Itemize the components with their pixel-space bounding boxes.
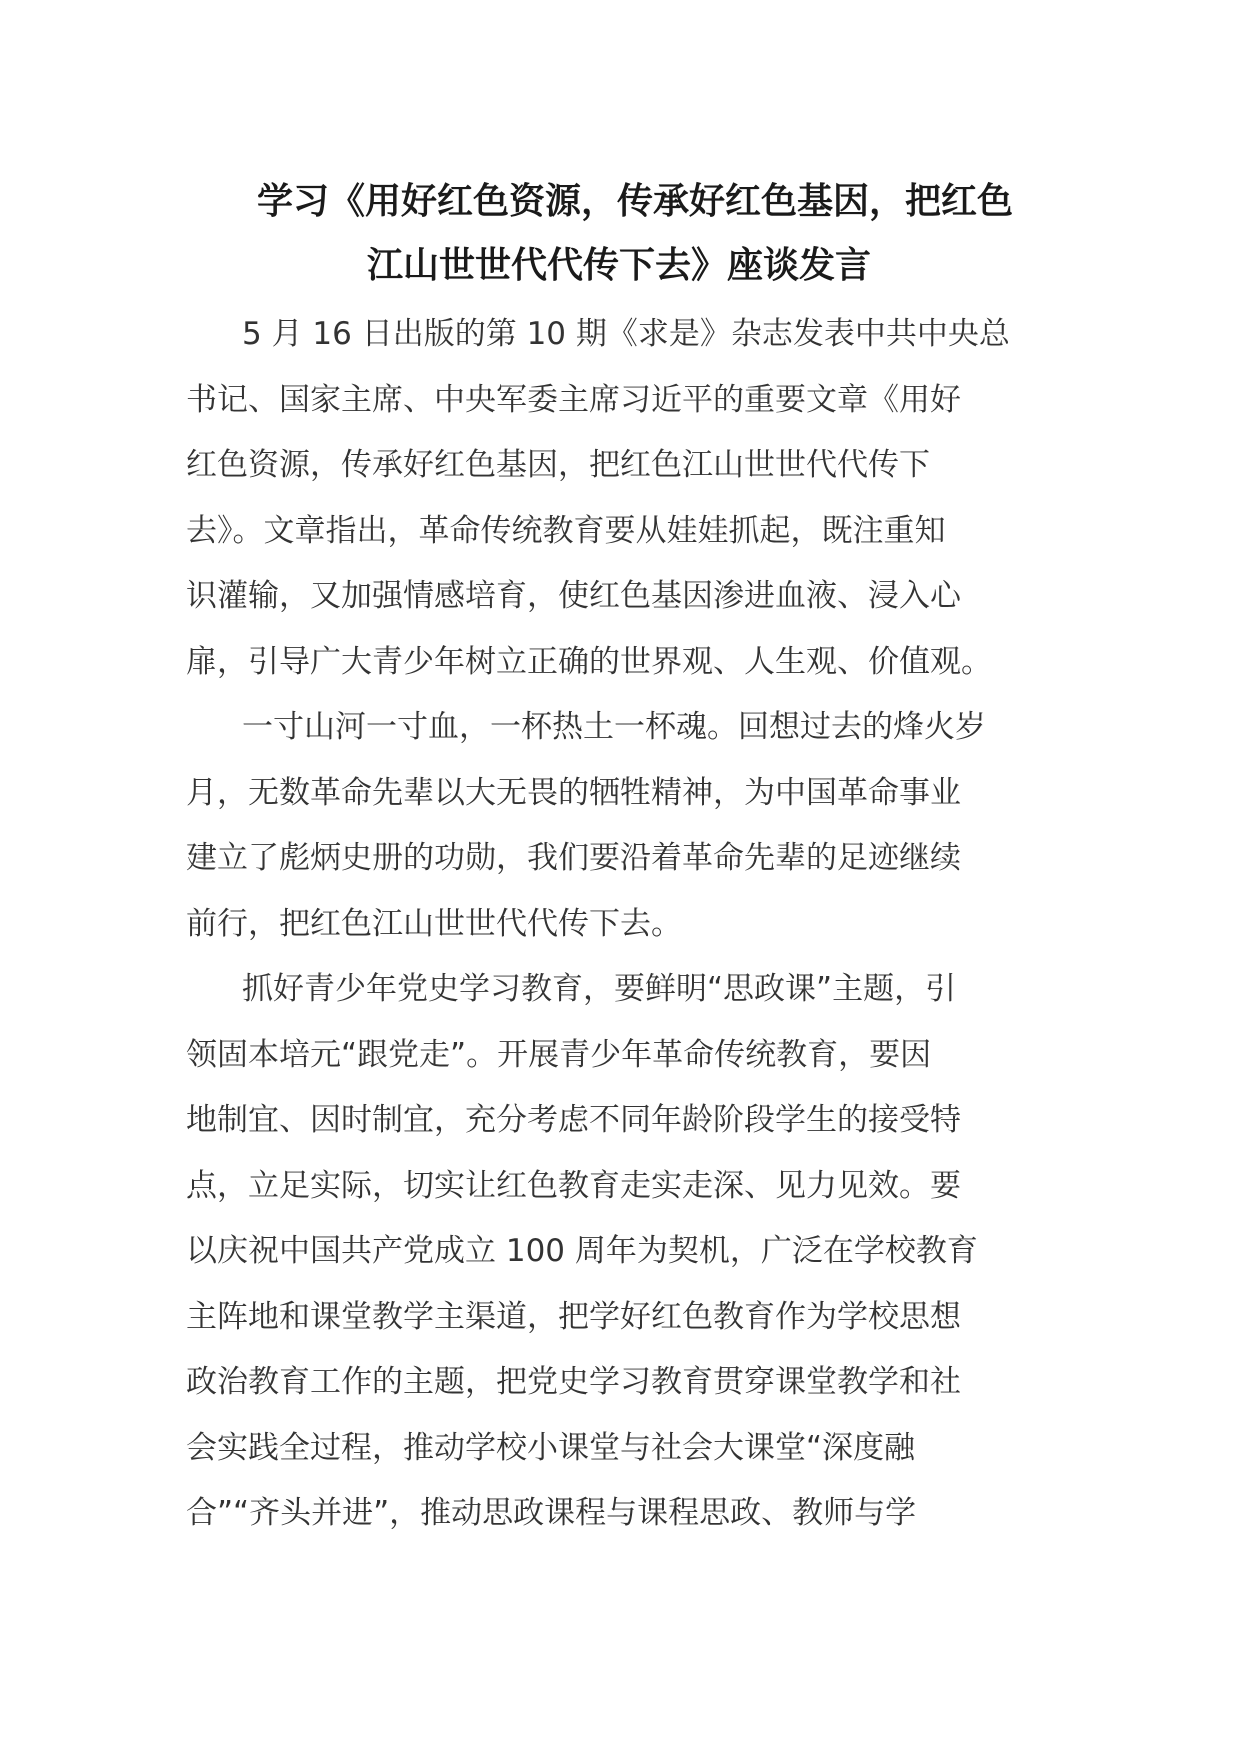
paragraph-line: 会实践全过程，推动学校小课堂与社会大课堂“深度融	[186, 1429, 916, 1466]
paragraph-line: 以庆祝中国共产党成立 100 周年为契机，广泛在学校教育	[186, 1233, 978, 1269]
paragraph-line: 政治教育工作的主题，把党史学习教育贯穿课堂教学和社	[186, 1364, 961, 1400]
document-body	[186, 302, 1052, 1547]
paragraph-line: 5 月 16 日出版的第 10 期《求是》杂志发表中共中央总	[242, 316, 1010, 352]
title-line-2: 江山世世代代传下去》座谈发言	[366, 245, 871, 286]
paragraph-line: 领固本培元“跟党走”。开展青少年革命传统教育，要因	[186, 1036, 932, 1073]
paragraph-1	[186, 302, 1052, 695]
paragraph-line: 建立了彪炳史册的功勋，我们要沿着革命先辈的足迹继续	[186, 840, 961, 876]
paragraph-line: 合”“齐头并进”，推动思政课程与课程思政、教师与学	[186, 1495, 917, 1531]
title-line-1: 学习《用好红色资源，传承好红色基因，把红色	[256, 181, 1013, 222]
paragraph-line: 抓好青少年党史学习教育，要鲜明“思政课”主题，引	[242, 971, 957, 1007]
paragraph-line: 红色资源，传承好红色基因，把红色江山世世代代传下	[186, 447, 930, 483]
paragraph-line: 点，立足实际，切实让红色教育走实走深、见力见效。要	[186, 1167, 961, 1204]
paragraph-line: 扉，引导广大青少年树立正确的世界观、人生观、价值观。	[186, 643, 992, 680]
paragraph-line: 去》。文章指出，革命传统教育要从娃娃抓起，既注重知	[186, 512, 946, 549]
document-title	[186, 170, 1052, 298]
paragraph-line: 主阵地和课堂教学主渠道，把学好红色教育作为学校思想	[186, 1298, 961, 1335]
paragraph-line: 书记、国家主席、中央军委主席习近平的重要文章《用好	[186, 381, 961, 418]
paragraph-3	[186, 957, 1052, 1547]
paragraph-line: 前行，把红色江山世世代代传下去。	[186, 905, 682, 942]
paragraph-line: 月，无数革命先辈以大无畏的牺牲精神，为中国革命事业	[186, 774, 961, 811]
paragraph-2	[186, 695, 1052, 957]
paragraph-line: 一寸山河一寸血，一杯热土一杯魂。回想过去的烽火岁	[242, 709, 986, 745]
paragraph-line: 识灌输，又加强情感培育，使红色基因渗进血液、浸入心	[186, 578, 961, 614]
paragraph-line: 地制宜、因时制宜，充分考虑不同年龄阶段学生的接受特	[186, 1102, 961, 1138]
